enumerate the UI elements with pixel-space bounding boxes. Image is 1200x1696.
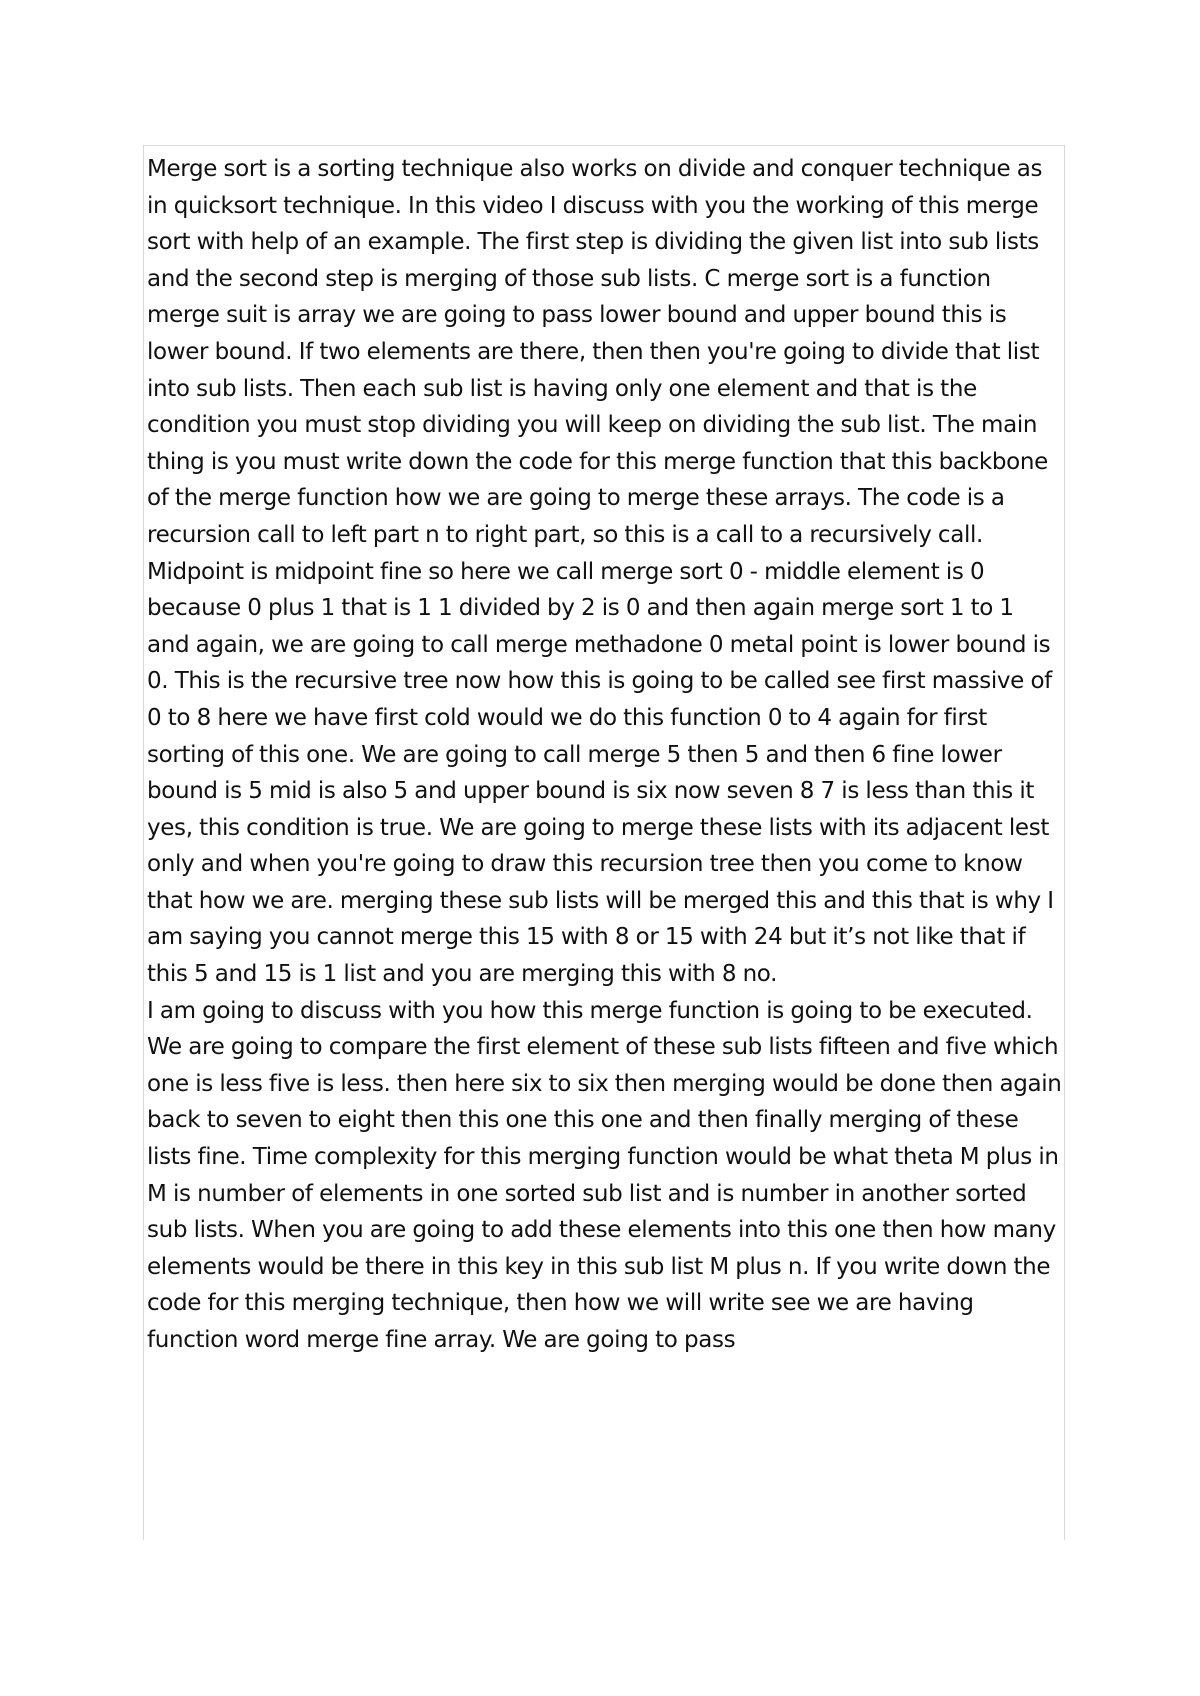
transcript-text-box	[143, 145, 1065, 1540]
paragraph-2: Midpoint is midpoint fine so here we call merge sort 0 - middle element is 0 because 0 plus 1 that is 1 1 divided by 2 is 0 and then again merge sort 1 to 1 and again, we are going to call merge methadone 0 metal point is lower bound is 0. This is the recursive tree now how this is going to be called see first massive of 0 to 8 here we have first cold would we do this function 0 to 4 again for first sorting of this one. We are going to call merge 5 then 5 and then 6 fine lower bound is 5 mid is also 5 and upper bound is six now seven 8 7 is less than this it yes, this condition is true. We are going to merge these lists with its adjacent lest only and when you're going to draw this recursion tree then you come to know that how we are. merging these sub lists will be merged this and this that is why I am saying you cannot merge this 15 with 8 or 15 with 24 but it’s not like that if this 5 and 15 is 1 list and you are merging this with 8 no.	[147, 558, 1054, 988]
paragraph-1: Merge sort is a sorting technique also works on divide and conquer technique as in quicksort technique. In this video I discuss with you the working of this merge sort with help of an example. The first step is dividing the given list into sub lists and the second step is merging of those sub lists. C merge sort is a function merge suit is array we are going to pass lower bound and upper bound this is lower bound. If two elements are there, then then you're going to divide that list into sub lists. Then each sub list is having only one element and that is the condition you must stop dividing you will keep on dividing the sub list. The main thing is you must write down the code for this merge function that this backbone of the merge function how we are going to merge these arrays. The code is a recursion call to left part n to right part, so this is a call to a recursively call.	[147, 156, 1048, 548]
paragraph-3: I am going to discuss with you how this merge function is going to be executed. We are going to compare the first element of these sub lists fifteen and five which one is less five is less. then here six to six then merging would be done then again back to seven to eight then this one this one and then finally merging of these lists fine. Time complexity for this merging function would be what theta M plus in M is number of elements in one sorted sub list and is number in another sorted sub lists. When you are going to add these elements into this one then how many elements would be there in this key in this sub list M plus n. If you write down the code for this merging technique, then how we will write see we are having function word merge fine array. We are going to pass	[147, 997, 1062, 1353]
